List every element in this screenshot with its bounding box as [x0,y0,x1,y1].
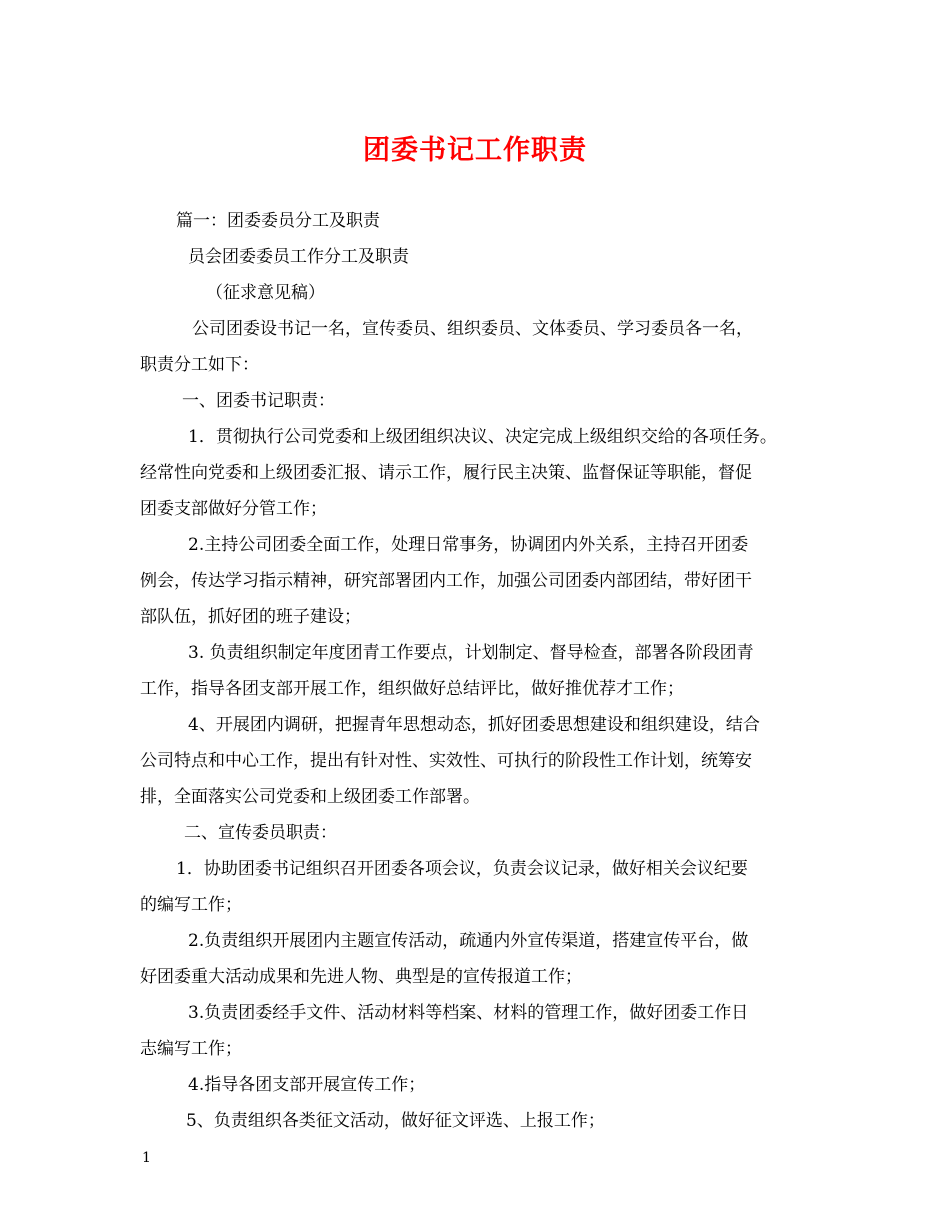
paragraph [140,923,820,995]
paragraph-line: 1．贯彻执行公司党委和上级团组织决议、决定完成上级组织交给的各项任务。 [188,427,777,447]
paragraph [140,707,820,815]
page-number: 1 [142,1150,151,1166]
paragraph-line: 的编写工作； [140,895,242,915]
paragraph [140,311,820,383]
paragraph-line: 3.负责团委经手文件、活动材料等档案、材料的管理工作，做好团委工作日 [188,1003,749,1023]
paragraph [140,527,820,635]
paragraph [140,851,820,923]
paragraph-line: 2.主持公司团委全面工作，处理日常事务，协调团内外关系，主持召开团委 [188,535,749,555]
document-title: 团委书记工作职责 [363,135,587,166]
section-heading [140,383,820,419]
paragraph-line: 4.指导各团支部开展宣传工作； [188,1075,426,1095]
paragraph-line: 1．协助团委书记组织召开团委各项会议，负责会议记录，做好相关会议纪要 [176,859,748,879]
paragraph [140,1067,820,1103]
paragraph-line: 5、负责组织各类征文活动，做好征文评选、上报工作； [186,1111,605,1131]
paragraph-line: 好团委重大活动成果和先进人物、典型是的宣传报道工作； [140,967,582,987]
paragraph-line: 公司特点和中心工作，提出有针对性、实效性、可执行的阶段性工作计划，统筹安 [140,751,752,771]
subtitle: 员会团委委员工作分工及职责 [188,247,409,267]
paragraph-line: 工作，指导各团支部开展工作，组织做好总结评比，做好推优荐才工作； [140,679,684,699]
paragraph [140,635,820,707]
paragraph-line: 职责分工如下： [140,355,259,375]
paragraph [140,419,820,527]
document-body [140,203,820,1139]
paragraph-line: 4、开展团内调研，把握青年思想动态，抓好团委思想建设和组织建设，结合 [188,715,760,735]
paragraph-line: 团委支部做好分管工作； [140,499,327,519]
paragraph-line: 例会，传达学习指示精神，研究部署团内工作，加强公司团委内部团结，带好团干 [140,571,752,591]
paragraph-line: 2.负责组织开展团内主题宣传活动，疏通内外宣传渠道，搭建宣传平台，做 [188,931,749,951]
paragraph [140,1103,820,1139]
draft-note: （征求意见稿） [206,283,325,303]
paragraph [140,995,820,1067]
section-heading: 篇一：团委委员分工及职责 [176,211,380,231]
section-heading [140,815,820,851]
paragraph-line: 部队伍，抓好团的班子建设； [140,607,361,627]
paragraph-line: 排，全面落实公司党委和上级团委工作部署。 [140,787,480,807]
paragraph-line: 经常性向党委和上级团委汇报、请示工作，履行民主决策、监督保证等职能，督促 [140,463,752,483]
paragraph-line: 志编写工作； [140,1039,242,1059]
paragraph-line: 一、团委书记职责： [182,391,335,411]
paragraph-line: 3. 负责组织制定年度团青工作要点，计划制定、督导检查，部署各阶段团青 [188,643,754,663]
paragraph-line: 公司团委设书记一名，宣传委员、组织委员、文体委员、学习委员各一名， [192,319,753,339]
paragraph-line: 二、宣传委员职责： [184,823,337,843]
